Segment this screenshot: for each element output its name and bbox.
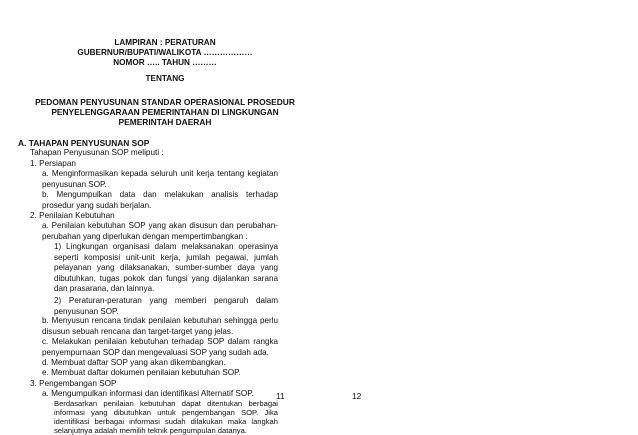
title-line-2: PENYELENGGARAAN PEMERINTAHAN DI LINGKUNGAN — [51, 107, 279, 117]
item-3a-body: Berdasarkan penilaian kebutuhan dapat ditentukan berbagai informasi yang dibutuhkan untuk pengembangan SOP. Jika identifikasi berbagai informasi sudah dilakukan maka langkah selanjutnya adalah memilih teknik pengumpulan datanya. — [54, 399, 278, 435]
item-2b: b. Menyusun rencana tindak penilaian kebutuhan sehingga perlu disusun sebuah rencana dan target-target yang jelas. — [42, 316, 278, 336]
lampiran-line: LAMPIRAN : PERATURAN — [114, 38, 216, 47]
item-2a: a. Penilaian kebutuhan SOP yang akan disusun dan perubahan-perubahan yang diperlukan dengan mempertimbangkan : — [42, 221, 278, 241]
section-a-heading: A. TAHAPAN PENYUSUNAN SOP — [18, 138, 150, 148]
item-1-label: 1. Persiapan — [30, 159, 76, 168]
item-1b: b. Mengumpulkan data dan melakukan analisis terhadap prosedur yang sudah berjalan. — [42, 190, 278, 210]
title-line-1: PEDOMAN PENYUSUNAN STANDAR OPERASIONAL PROSEDUR — [35, 97, 295, 107]
title-line-3: PEMERINTAH DAERAH — [118, 117, 212, 127]
item-2a-1: 1) Lingkungan organisasi dalam melaksanakan operasinya seperti komposisi unit-unit kerja, jumlah pegawai, jumlah pelayanan yang dilaksanakan, sumber-sumber daya yang dibutuhkan, tugas pokok dan fungsi yang dijalankan sarana dan prasarana, dan lainnya. — [54, 242, 278, 294]
item-3-label: 3. Pengembangan SOP — [30, 379, 117, 388]
item-1a: a. Menginformasikan kepada seluruh unit kerja tentang kegiatan penyusunan SOP. — [42, 169, 278, 189]
page-number-left: 11 — [276, 391, 285, 401]
item-2a-2: 2) Peraturan-peraturan yang memberi pengaruh dalam penyusunan SOP. — [54, 296, 278, 316]
item-2d: d. Membuat daftar SOP yang akan dikembangkan. — [42, 358, 226, 367]
item-3a: a. Mengumpulkan informasi dan identifikasi Alternatif SOP. — [42, 389, 254, 398]
item-2-label: 2. Penilaian Kebutuhan — [30, 211, 115, 220]
page-number-right: 12 — [352, 391, 362, 401]
nomor-line: NOMOR ….. TAHUN ……… — [113, 58, 217, 67]
gubernur-line: GUBERNUR/BUPATI/WALIKOTA ……………… — [77, 48, 253, 57]
tentang-line: TENTANG — [145, 74, 185, 83]
section-a-intro: Tahapan Penyusunan SOP meliputi : — [30, 148, 164, 157]
item-2c: c. Melakukan penilaian kebutuhan terhadap SOP dalam rangka penyempurnaan SOP dan mengevaluasi SOP yang sudah ada. — [42, 337, 278, 357]
item-2e: e. Membuat daftar dokumen penilaian kebutuhan SOP. — [42, 368, 241, 377]
